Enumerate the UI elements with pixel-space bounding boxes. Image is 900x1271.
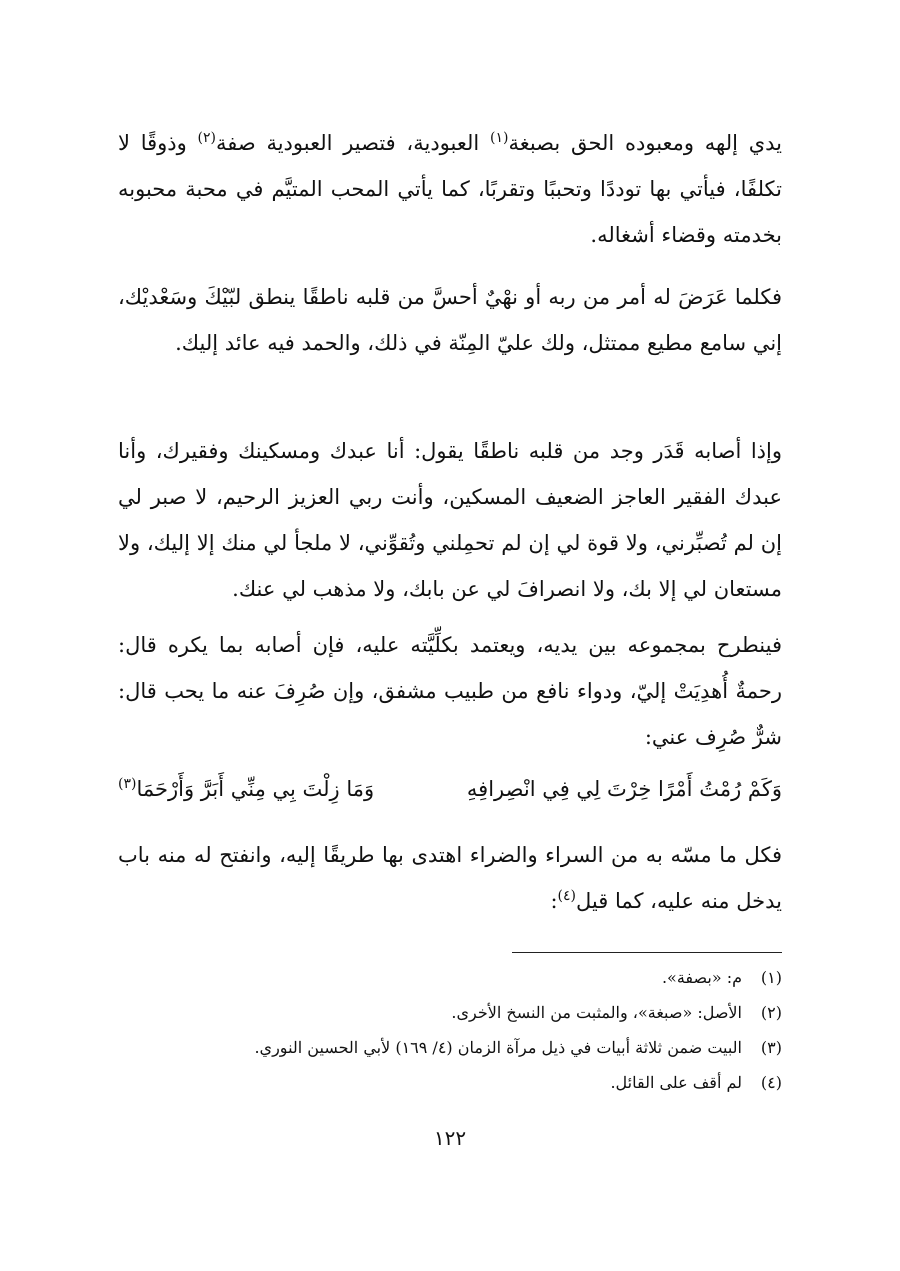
paragraph-text: وذوقًا لا تكلفًا، فيأتي بها توددًا وتحببًا وتقربًا، كما يأتي المحب المتيَّم في محبة محبوبه بخدمته وقضاء أشغاله. xyxy=(118,131,782,247)
footnote-reference: (٣) xyxy=(118,776,137,792)
footnote-reference: (١) xyxy=(489,130,509,146)
footnotes-list xyxy=(118,960,782,1100)
paragraph-text: العبودية، فتصير العبودية صفة xyxy=(216,131,490,155)
footnote-text: البيت ضمن ثلاثة أبيات في ذيل مرآة الزمان (٤/ ١٦٩) لأبي الحسين النوري. xyxy=(254,1038,742,1057)
verse-hemistich-second xyxy=(118,766,374,812)
paragraph-1 xyxy=(118,120,782,258)
footnote-text: م: «بصفة». xyxy=(661,968,742,987)
footnote-text: الأصل: «صبغة»، والمثبت من النسخ الأخرى. xyxy=(451,1003,742,1022)
paragraph-text: فينطرح بمجموعه بين يديه، ويعتمد بكلِّيَّته عليه، فإن أصابه بما يكره قال: رحمةٌ أُهدِيَتْ إليّ، ودواء نافع من طبيب مشفق، وإن صُرِفَ عنه ما يحب قال: شرٌّ صُرِف عني: xyxy=(118,633,782,749)
poetry-verse xyxy=(118,766,782,812)
footnote-number: (١) xyxy=(760,968,782,987)
paragraph-text: : xyxy=(550,889,558,913)
paragraph-2 xyxy=(118,274,782,366)
paragraph-text: فكل ما مسّه به من السراء والضراء اهتدى بها طريقًا إليه، وانفتح له منه باب يدخل منه عليه، كما قيل xyxy=(118,843,782,913)
footnote xyxy=(118,1065,782,1100)
footnote-number: (٣) xyxy=(760,1038,782,1057)
footnote-number: (٤) xyxy=(760,1073,782,1092)
paragraph-3 xyxy=(118,428,782,612)
closing-paragraph xyxy=(118,832,782,924)
footnote-divider xyxy=(512,952,782,953)
footnote-text: لم أقف على القائل. xyxy=(610,1073,742,1092)
footnote xyxy=(118,995,782,1030)
footnote-number: (٢) xyxy=(760,1003,782,1022)
paragraph-text: يدي إلهه ومعبوده الحق بصبغة xyxy=(508,131,783,155)
paragraph-text: وإذا أصابه قَدَر وجد من قلبه ناطقًا يقول: أنا عبدك ومسكينك وفقيرك، وأنا عبدك الفقير العاجز الضعيف المسكين، وأنت ربي العزيز الرحيم، لا صبر لي إن لم تُصبِّرني، ولا قوة لي إن لم تحمِلني وتُقوِّني، لا ملجأ لي منك إلا إليك، ولا مستعان لي إلا بك، ولا انصرافَ لي عن بابك، ولا مذهب لي عنك. xyxy=(118,439,782,601)
paragraph-text: فكلما عَرَضَ له أمر من ربه أو نهْيٌ أحسَّ من قلبه ناطقًا ينطق لبّيْكَ وسَعْديْك، إني سامع مطيع ممتثل، ولك عليّ المِنّة في ذلك، والحمد فيه عائد إليك. xyxy=(118,285,782,355)
footnote xyxy=(118,960,782,995)
footnote-reference: (٤) xyxy=(557,888,577,904)
footnote-reference: (٢) xyxy=(197,130,216,146)
verse-hemistich-first: وَكَمْ رُمْتُ أَمْرًا خِرْتَ لِي فِي انْصِرافِهِ xyxy=(466,777,782,801)
footnote xyxy=(118,1030,782,1065)
page-number: ١٢٢ xyxy=(433,1126,467,1150)
verse-hemistich-second-text: وَمَا زِلْتَ بِي مِنِّي أَبَرَّ وَأَرْحَمَا xyxy=(136,777,375,801)
paragraph-4 xyxy=(118,622,782,760)
